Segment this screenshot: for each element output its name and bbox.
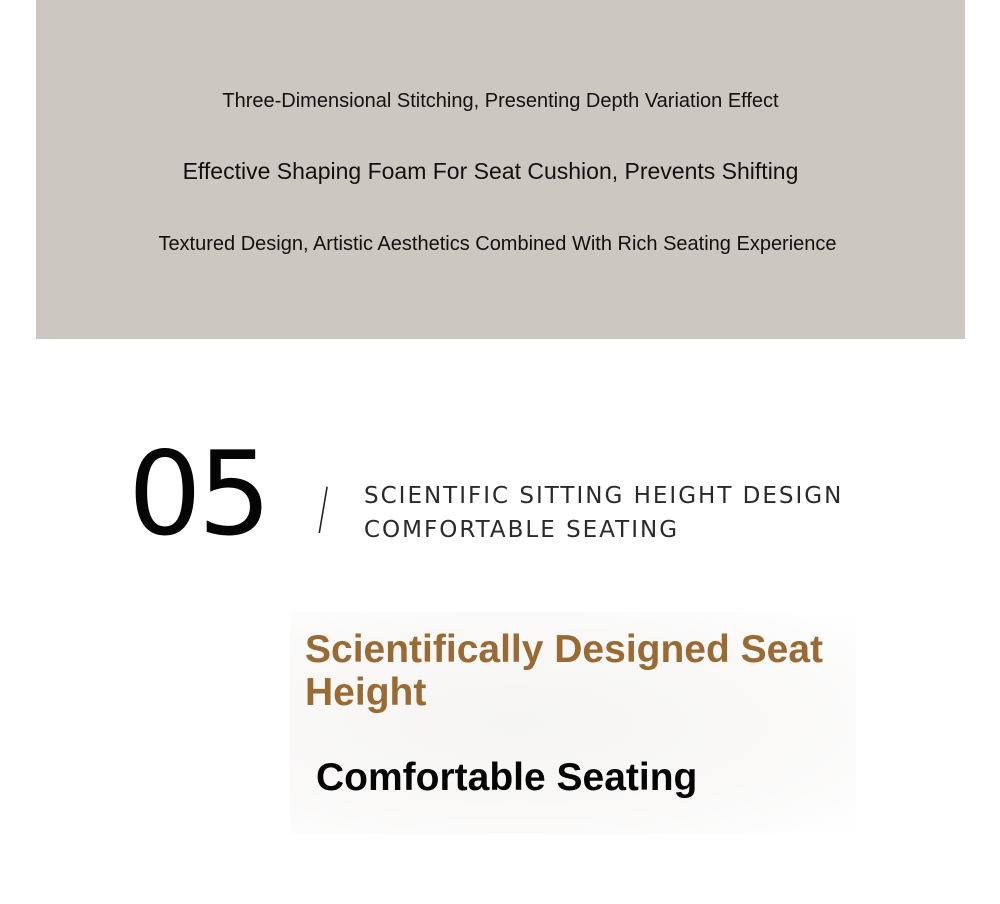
feature-text-design: Textured Design, Artistic Aesthetics Combined With Rich Seating Experience <box>158 233 837 255</box>
card-subheadline: Comfortable Seating <box>316 756 698 799</box>
feature-text-foam: Effective Shaping Foam For Seat Cushion, Prevents Shifting <box>182 158 799 184</box>
section-number: 05 <box>128 427 268 562</box>
section-heading-line1: SCIENTIFIC SITTING HEIGHT DESIGN <box>364 483 844 509</box>
section-heading-line2: COMFORTABLE SEATING <box>364 517 680 543</box>
section-divider: / <box>318 477 329 542</box>
feature-text-stitching: Three-Dimensional Stitching, Presenting Depth Variation Effect <box>222 90 779 112</box>
card-headline: Scientifically Designed Seat Height <box>305 628 824 714</box>
feature-panel <box>36 0 965 339</box>
